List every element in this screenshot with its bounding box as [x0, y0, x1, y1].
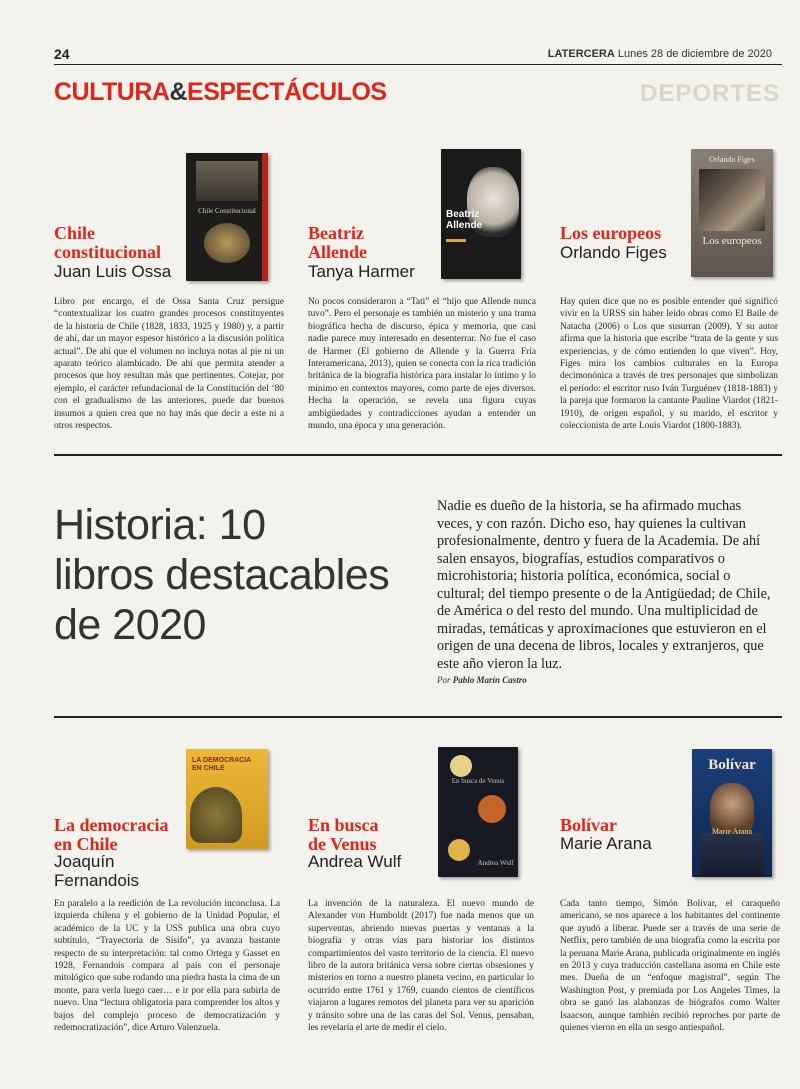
section-title-part1: CULTURA — [54, 78, 170, 106]
cover-red-stripe — [262, 153, 268, 281]
cover-author: Marie Arana — [711, 827, 753, 836]
cover-title: Bolívar — [708, 757, 756, 773]
cover-emblem — [204, 223, 250, 263]
cover-accent-bar — [446, 239, 466, 242]
headline-line2: libros destacables — [54, 551, 390, 599]
byline — [437, 675, 527, 685]
book-title-chile-constitucional — [54, 224, 161, 262]
book-cover-chile-constitucional — [186, 153, 268, 281]
headline-line3: de 2020 — [54, 601, 206, 649]
book-title-line1: Beatriz — [308, 223, 364, 243]
cover-title: En busca de Venus — [451, 777, 505, 785]
cover-planet-top — [450, 755, 472, 777]
book-title-line1: Chile — [54, 223, 96, 243]
cover-title-line1: LA DEMOCRACIA — [192, 757, 252, 764]
book-title-la-democracia-en-chile — [54, 816, 168, 854]
lede-paragraph: Nadie es dueño de la historia, se ha afirmado muchas veces, y con razón. Dicho eso, hay quienes la cultivan profesionalmente, dentro y fuera de la Academia. De ahí salen ensayos, biografías, estudios comparativos o microhistoria; historia política, económica, social o cultural; del tiempo presente o de la Antigüedad; de Chile, de América o del resto del mundo. Una multiplicidad de miradas, temáticas y aproximaciones que estuvieron en el origen de una decena de libros, locales y extranjeros, que este año vieron la luz. — [437, 498, 771, 672]
book-author-line1: Joaquín — [54, 852, 115, 871]
cover-illustration — [190, 787, 242, 843]
publication-date: Lunes 28 de diciembre de 2020 — [617, 48, 772, 60]
book-title-line1: Bolívar — [560, 815, 617, 835]
page-number: 24 — [54, 46, 70, 62]
book-body-la-democracia-en-chile: En paralelo a la reedición de La revolución inconclusa. La izquierda chilena y el gobierno de la Unidad Popular, el académico de la UC y la USS publica una obra cuyo subtítulo, “Trayectoria de Sísifo”, ya avanza bastante respecto de su interpretación: tal como Ortega y Gasset en 1928, Fernandois compara al país con el personaje mitológico que sube rodando una piedra hasta la cima de un monte, para verla luego caer… e ir por ella para subirla de nuevo. Una “lectura obligatoria para comprender los altos y bajos del complejo proceso de democratización y redemocratización”, dice Arturo Valenzuela. — [54, 899, 280, 1034]
main-headline — [54, 500, 389, 650]
book-author-los-europeos: Orlando Figes — [560, 243, 667, 262]
book-author-la-democracia-en-chile — [54, 852, 139, 890]
cover-title-line2: Allende — [446, 220, 483, 231]
cover-title-line1: Beatriz — [446, 209, 480, 220]
book-title-beatriz-allende — [308, 224, 367, 262]
book-body-los-europeos: Hay quien dice que no es posible entender qué significó vivir en la URSS sin haber leído obras como El Baile de Natacha (2006) o Los que susurran (2009). Y su autor afirma que la historia que escribe “trata de la gente y sus experiencias, y de cómo entienden lo que viven”. Hoy, Figes mira los cambios culturales en la Europa decimonónica a través de tres personajes que simbolizan el período: el escritor ruso Iván Turguénev (1818-1883) y la pareja que formaron la cantante Pauline Viardot (1821-1910), de origen español, y su marido, el escritor y coleccionista de arte Louis Viardot (1800-1883). — [560, 297, 778, 432]
headline-line1: Historia: 10 — [54, 501, 266, 549]
book-title-bolivar — [560, 816, 617, 835]
book-cover-beatriz-allende — [441, 149, 521, 279]
book-author-line2: Fernandois — [54, 871, 140, 890]
book-title-line1: Los europeos — [560, 223, 662, 243]
bleed-section-label: DEPORTES — [640, 80, 781, 107]
cover-planet-mid — [478, 795, 506, 823]
cover-author: Orlando Figes — [709, 155, 755, 164]
book-body-chile-constitucional: Libro por encargo, el de Ossa Santa Cruz persigue “contextualizar los cuatro grandes procesos constituyentes de la historia de Chile (1828, 1833, 1925 y 1980) y, a partir de ahí, dar un mayor espesor histórico a la discusión política actual”. De ahí que el volumen no incluya notas al pie ni un aparato teórico alambicado. De ahí que permita atender a procesos que hoy resultan más que pertinentes. Cotejar, por ejemplo, el carácter refundacional de la Constitución del ‘80 con el gradualismo de las anteriores, puede dar buenos insumos a quien crea que no hay más que decir a este ni a otros respectos. — [54, 297, 284, 432]
cover-title: Los europeos — [702, 235, 762, 247]
book-title-line2: en Chile — [54, 834, 118, 854]
cover-author: Andrea Wulf — [477, 859, 514, 867]
book-title-en-busca-de-venus — [308, 816, 379, 854]
book-author-en-busca-de-venus: Andrea Wulf — [308, 852, 402, 871]
book-cover-bolivar — [692, 749, 772, 877]
book-title-los-europeos — [560, 224, 661, 243]
header-rule — [54, 64, 782, 65]
book-title-line2: Allende — [308, 242, 368, 262]
section-title — [54, 78, 387, 107]
publication-name: LATERCERA — [547, 48, 615, 60]
book-title-line2: constitucional — [54, 242, 162, 262]
book-cover-en-busca-de-venus — [438, 747, 518, 877]
book-author-bolivar: Marie Arana — [560, 834, 652, 853]
cover-planet-bottom — [448, 839, 470, 861]
book-title-line1: La democracia — [54, 815, 169, 835]
byline-author: Pablo Marín Castro — [452, 675, 527, 685]
cover-painting — [699, 169, 765, 231]
cover-title — [192, 757, 251, 773]
book-title-line2: de Venus — [308, 834, 377, 854]
middle-rule-bottom — [54, 716, 782, 718]
middle-rule-top — [54, 454, 782, 456]
book-title-line1: En busca — [308, 815, 379, 835]
book-body-en-busca-de-venus: La invención de la naturaleza. El nuevo mundo de Alexander von Humboldt (2017) fue nada menos que un superventas, abriendo nuevas puertas y ventanas a la biografía y otras vías para historiar los distintos compartimientos del vasto territorio de la ciencia. El nuevo libro de la autora británica versa sobre ciertas obsesiones y misterios en torno a nuestro planeta vecino, en particular lo ocurrido entre 1761 y 1769, cuando cientos de científicos viajaron a lugares remotos del planeta para ver su aparición y tránsito sobre una de las caras del Sol. Venus, pensaban, les revelaría el arte de medir el cielo. — [308, 899, 534, 1034]
cover-title: Chile Constitucional — [198, 207, 256, 215]
byline-prefix: Por — [437, 675, 451, 685]
book-author-beatriz-allende: Tanya Harmer — [308, 262, 415, 281]
cover-image-panel — [196, 161, 258, 201]
book-author-chile-constitucional: Juan Luis Ossa — [54, 262, 172, 281]
cover-uniform — [700, 833, 764, 877]
book-cover-la-democracia-en-chile — [186, 749, 268, 849]
dateline — [548, 48, 772, 60]
book-body-beatriz-allende: No pocos consideraron a “Tati” el “hijo que Allende nunca tuvo”. Pero el personaje es también un misterio y una trama biográfica hecha de discurso, épica y memoria, que casi nadie parece muy interesado en desenterrar. No fue el caso de Harmer (El gobierno de Allende y la Guerra Fría Interamericana, 2013), quien se conecta con la rica tradición británica de la biografía histórica para instalar lo íntimo y lo mínimo en contextos mayores, como parte de ejes diversos. Hecha la operación, se revela una figura cuyas ambigüedades y contradicciones ayudan a entender un mundo, una época y una generación. — [308, 297, 536, 432]
cover-title — [446, 209, 482, 231]
book-cover-los-europeos — [691, 149, 773, 277]
section-title-amp: & — [169, 78, 188, 106]
section-title-part2: ESPECTÁCULOS — [187, 78, 387, 106]
book-body-bolivar: Cada tanto tiempo, Simón Bolívar, el caraqueño americano, se nos aparece a los habitantes del continente que ayudó a liberar. Puede ser a través de una serie de Netflix, pero también de una biografía como la escrita por la peruana Marie Arana, publicada originalmente en inglés en 2013 y cuya traducción castellana asoma en Chile este mes. Dueña de un “enfoque magistral”, según The Washington Post, y premiada por Los Angeles Times, la obra se ganó las alabanzas de biógrafos como Walter Isaacson, aunque también recibió reproches por parte de quienes vieron en ella un sesgo antiespañol. — [560, 899, 780, 1034]
cover-title-line2: EN CHILE — [192, 765, 225, 772]
